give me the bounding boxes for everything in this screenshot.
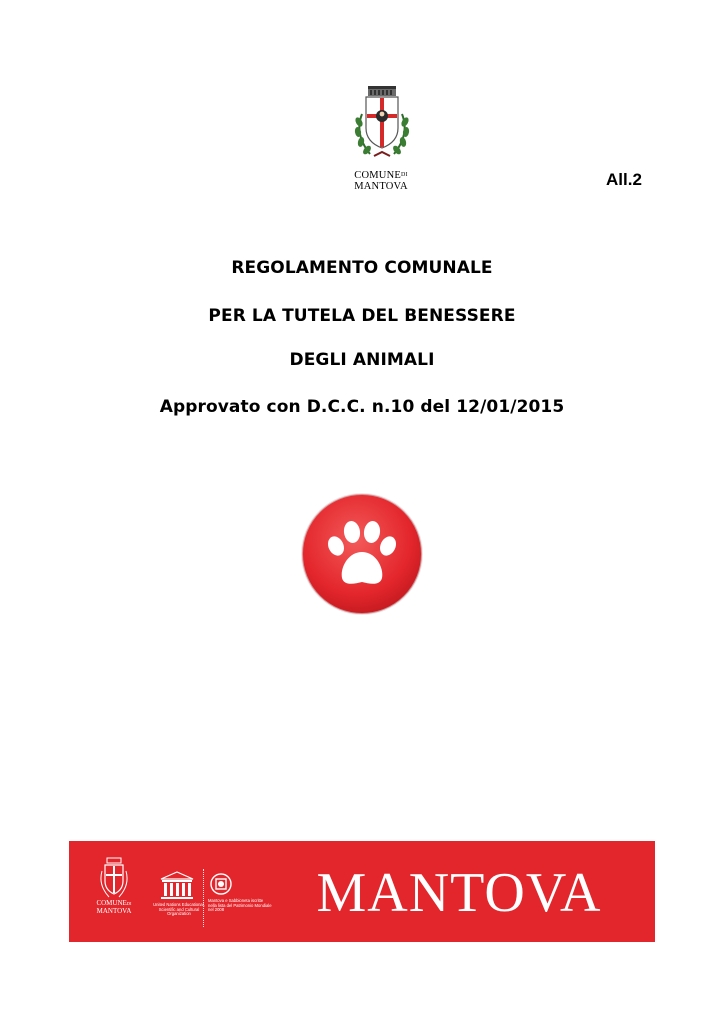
attachment-label: All.2 (606, 170, 642, 189)
logo-di: DI (400, 172, 408, 178)
banner-comune-text (87, 900, 141, 915)
title-line-3: DEGLI ANIMALI (289, 350, 435, 370)
banner-city-name: MANTOVA (316, 862, 602, 924)
banner-comune-line1: COMUNE (96, 899, 127, 907)
world-heritage-text: Mantova e Sabbioneta iscritte nella lista del Patrimonio Mondiale nel 2008 (208, 898, 272, 913)
logo-line2: MANTOVA (354, 181, 408, 192)
banner-comune-line2: MANTOVA (96, 906, 132, 915)
unesco-text: United Nations Educational, Scientific and Cultural Organization (153, 902, 205, 917)
comune-logo-text (336, 170, 426, 192)
paw-icon (300, 492, 424, 616)
banner-comune-di: DI (126, 901, 132, 906)
banner-crest-icon (97, 857, 131, 899)
world-heritage-icon (210, 873, 232, 895)
logo-line1: COMUNE (354, 170, 401, 181)
title-line-2: PER LA TUTELA DEL BENESSERE (208, 306, 516, 326)
banner-divider (203, 869, 204, 927)
mantova-crest-icon (344, 84, 420, 166)
footer-banner (69, 841, 655, 942)
title-line-1: REGOLAMENTO COMUNALE (231, 258, 493, 278)
unesco-temple-icon (159, 871, 195, 901)
approval-line: Approvato con D.C.C. n.10 del 12/01/2015 (159, 397, 565, 417)
